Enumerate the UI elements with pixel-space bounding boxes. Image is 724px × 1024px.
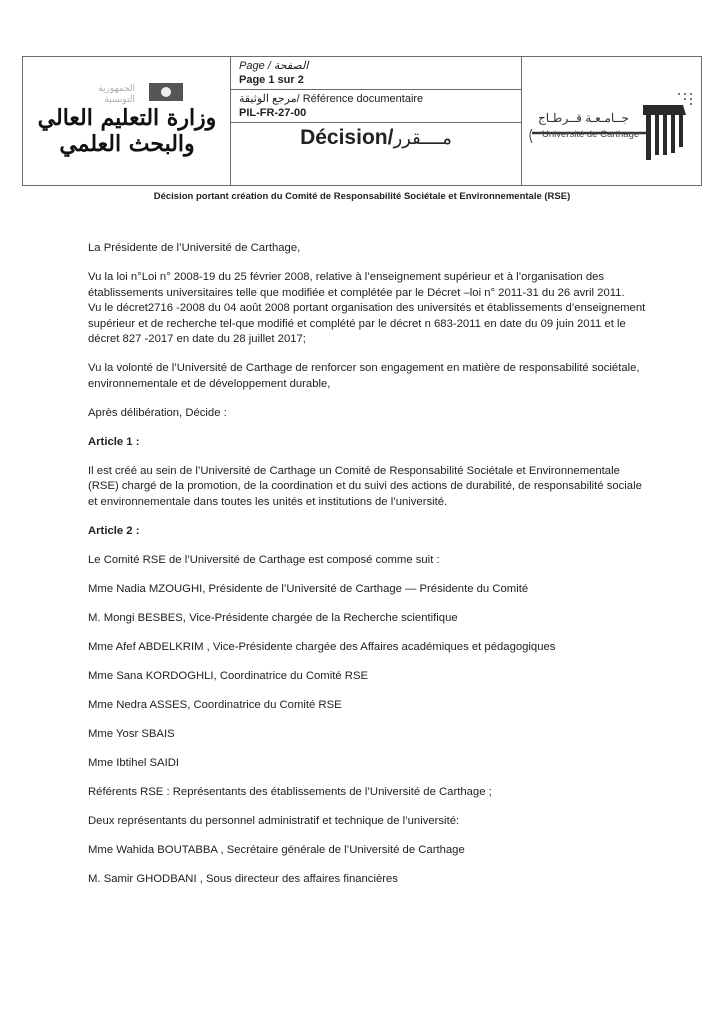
opening-line: La Présidente de l’Université de Carthage, (88, 242, 301, 254)
member-item: Mme Nadia MZOUGHI, Présidente de l’Université de Carthage — Présidente du Comité (88, 582, 529, 595)
member-item: Mme Wahida BOUTABBA , Secrétaire générale de l’Université de Carthage (88, 843, 465, 856)
document-header (22, 56, 702, 186)
member-item: M. Samir GHODBANI , Sous directeur des affaires financières (88, 872, 398, 885)
decision-title: Décision/ (300, 126, 394, 149)
university-name-fr: Université de Carthage (542, 129, 640, 140)
legal-basis-2: Vu le décret2716 -2008 du 04 août 2008 portant organisation des universités et établissements d’enseignement supérieur et de recherche tel-que modifié et complété par le décret n 683-2011 en date du 09 juin 2011 et le décret 827 -2017 en date du 28 juillet 2017; (88, 302, 646, 345)
article-1-text: Il est créé au sein de l’Université de Carthage un Comité de Responsabilité Sociétale et Environnementale (RSE) chargé de la promotion, de la coordination et du suivi des actions de durabilité, de responsabilité sociale et environnementale dans toutes les unités et institutions de l’université. (88, 464, 642, 508)
decision-title-ar: مــــقرر (393, 128, 452, 148)
member-item: Deux représentants du personnel administratif et technique de l’université: (88, 814, 460, 827)
republic-label: الجمهورية التونسية (98, 83, 135, 104)
page-label: Page / الصفحة (239, 60, 309, 72)
document-info-cell (231, 57, 522, 185)
member-item: Mme Nedra ASSES, Coordinatrice du Comité RSE (88, 698, 342, 711)
page-value: Page 1 sur 2 (239, 74, 304, 86)
document-subtitle: Décision portant création du Comité de Responsabilité Sociétale et Environnementale (RSE) (153, 191, 571, 202)
legal-basis-1: Vu la loi n°Loi n° 2008-19 du 25 février 2008, relative à l’enseignement supérieur et à l’organisation des établissements universitaires telle que modifiée et complétée par le Décret –loi n° 2011-31 du 26 avril 2011. (88, 271, 625, 299)
member-item: Mme Ibtihel SAIDI (88, 756, 180, 769)
reference-value: PIL-FR-27-00 (239, 107, 307, 119)
reference-info (231, 90, 521, 123)
ministry-name: وزارة التعليم العالي والبحث العلمي (37, 105, 217, 157)
university-column-logo-icon (528, 85, 698, 165)
article-1-title: Article 1 : (88, 435, 140, 448)
member-item: Mme Yosr SBAIS (88, 727, 175, 740)
university-logo-cell (522, 57, 701, 185)
reference-label: مرجع الوثيقة/ Référence documentaire (239, 93, 424, 105)
tunisia-flag-icon (149, 83, 183, 101)
decision-title-row (231, 123, 521, 185)
committee-members-list (88, 582, 648, 888)
member-item: Mme Afef ABDELKRIM , Vice-Présidente chargée des Affaires académiques et pédagogiques (88, 640, 556, 653)
article-2-title: Article 2 : (88, 524, 140, 537)
ministry-logo-cell (23, 57, 231, 185)
member-item: Référents RSE : Représentants des établissements de l’Université de Carthage ; (88, 785, 492, 798)
member-item: M. Mongi BESBES, Vice-Présidente chargée de la Recherche scientifique (88, 611, 458, 624)
member-item: Mme Sana KORDOGHLI, Coordinatrice du Comité RSE (88, 669, 369, 682)
legal-basis-3: Vu la volonté de l’Université de Carthage de renforcer son engagement en matière de responsabilité sociétale, environnementale et de développement durable, (88, 362, 640, 390)
page-info (231, 57, 521, 90)
university-name-ar: جــامـعـة قــرطـاج (538, 111, 629, 125)
document-body (88, 241, 648, 901)
decision-statement: Après délibération, Décide : (88, 406, 227, 419)
article-2-intro: Le Comité RSE de l’Université de Carthage est composé comme suit : (88, 553, 440, 566)
